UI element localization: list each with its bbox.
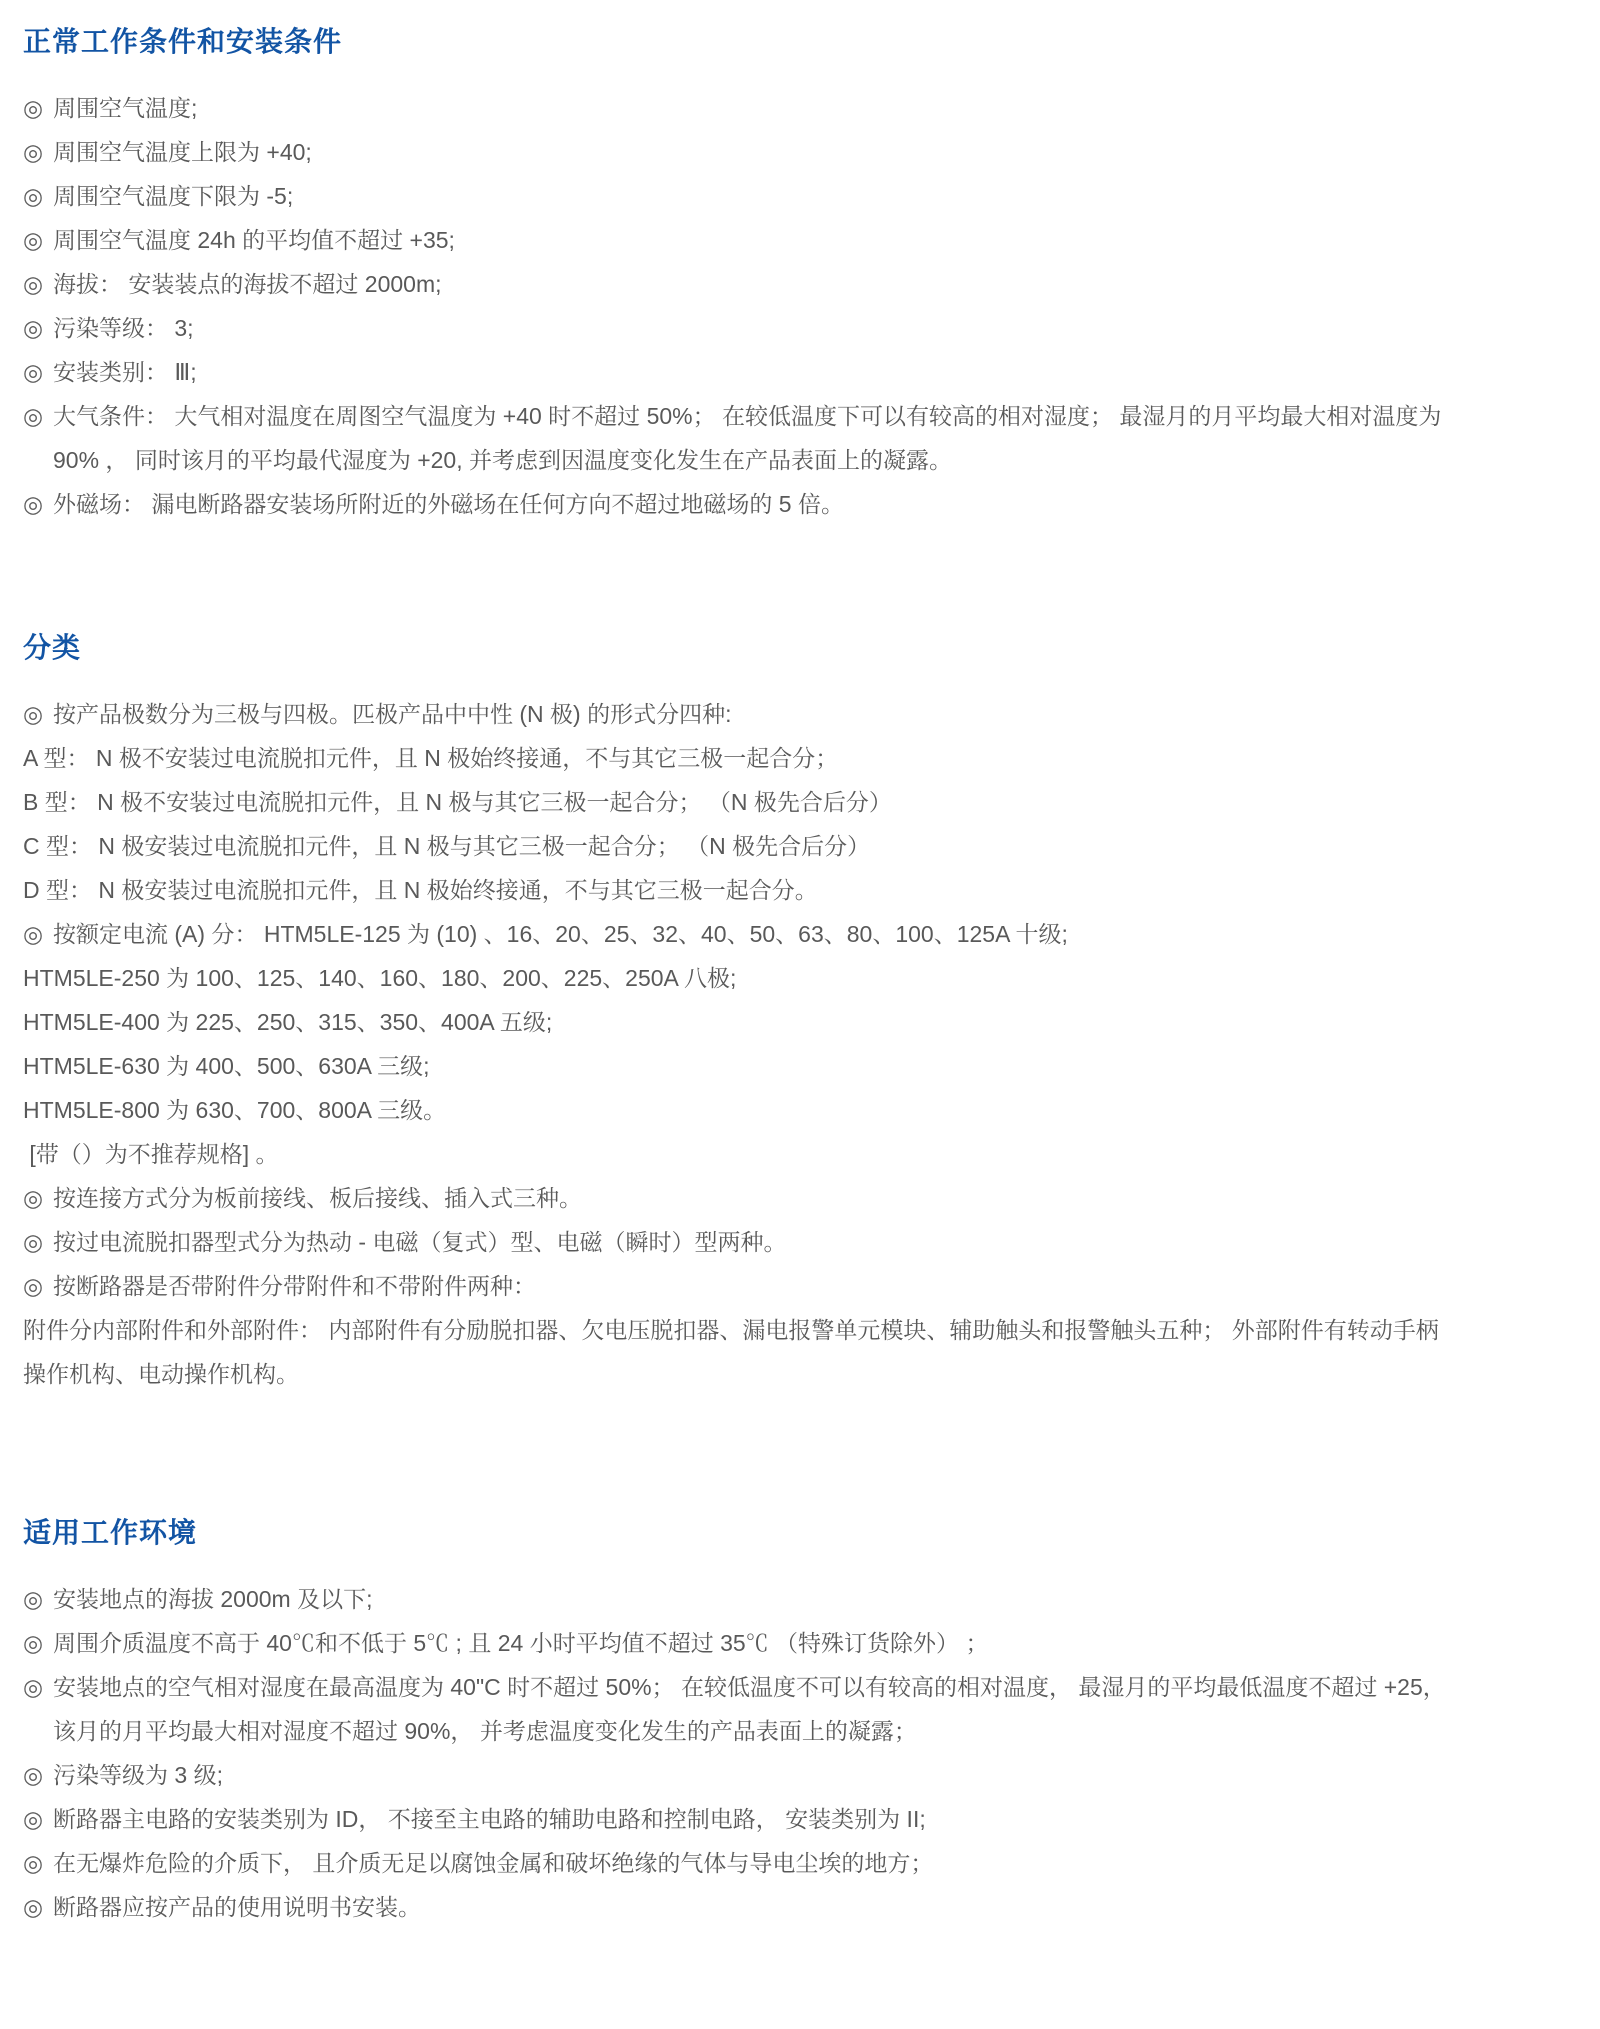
- bullseye-bullet-icon: ◎: [23, 1894, 44, 1920]
- line-text: HTM5LE-630 为 400、500、630A 三级;: [23, 1053, 430, 1079]
- text-line: [23, 1132, 1590, 1176]
- line-text: 断路器应按产品的使用说明书安装。: [53, 1894, 421, 1920]
- bullet-line: [23, 912, 1590, 956]
- bullseye-bullet-icon: ◎: [23, 1806, 44, 1832]
- line-text: HTM5LE-400 为 225、250、315、350、400A 五级;: [23, 1009, 553, 1035]
- bullet-line: [23, 1176, 1590, 1220]
- bullet-line: [23, 1577, 1590, 1621]
- line-text: B 型： N 极不安装过电流脱扣元件，且 N 极与其它三极一起合分； （N 极先合后分）: [23, 789, 892, 815]
- line-text: 周围介质温度不高于 40℃和不低于 5℃ ; 且 24 小时平均值不超过 35℃ （特殊订货除外） ；: [53, 1630, 989, 1656]
- line-text: 按过电流脱扣器型式分为热动 - 电磁（复式）型、电磁（瞬时）型两种。: [53, 1229, 787, 1255]
- line-text: 大气条件： 大气相对温度在周图空气温度为 +40 时不超过 50%； 在较低温度下可以有较高的相对湿度； 最湿月的月平均最大相对温度为: [53, 403, 1442, 429]
- text-line: [23, 1088, 1590, 1132]
- bullet-line: [23, 1665, 1590, 1709]
- bullseye-bullet-icon: ◎: [23, 227, 44, 253]
- bullseye-bullet-icon: ◎: [23, 271, 44, 297]
- section-title: 适用工作环境: [23, 1517, 198, 1548]
- section: [23, 630, 1590, 1396]
- bullseye-bullet-icon: ◎: [23, 1630, 44, 1656]
- bullseye-bullet-icon: ◎: [23, 183, 44, 209]
- text-line: [23, 736, 1590, 780]
- text-line: [23, 956, 1590, 1000]
- bullet-line: [23, 130, 1590, 174]
- line-text: 污染等级为 3 级;: [53, 1762, 223, 1788]
- bullseye-bullet-icon: ◎: [23, 359, 44, 385]
- bullet-line: [23, 262, 1590, 306]
- bullet-line: [23, 1753, 1590, 1797]
- text-line: [23, 1352, 1590, 1396]
- bullet-line: [23, 174, 1590, 218]
- line-text: [带（）为不推荐规格] 。: [23, 1141, 279, 1167]
- section-body: [23, 1577, 1590, 1929]
- line-text: 周围空气温度上限为 +40;: [53, 139, 312, 165]
- line-text: 按产品极数分为三极与四极。匹极产品中中性 (N 极) 的形式分四种:: [53, 701, 732, 727]
- section: [23, 24, 1590, 526]
- bullseye-bullet-icon: ◎: [23, 1850, 44, 1876]
- bullseye-bullet-icon: ◎: [23, 95, 44, 121]
- bullseye-bullet-icon: ◎: [23, 315, 44, 341]
- bullet-line: [23, 394, 1590, 438]
- bullet-line: [23, 86, 1590, 130]
- line-text: 安装地点的海拔 2000m 及以下;: [53, 1586, 373, 1612]
- bullseye-bullet-icon: ◎: [23, 701, 44, 727]
- bullet-line: [23, 306, 1590, 350]
- bullet-line: [23, 1841, 1590, 1885]
- text-line: [23, 1000, 1590, 1044]
- bullet-line: [23, 1885, 1590, 1929]
- bullseye-bullet-icon: ◎: [23, 1674, 44, 1700]
- bullet-line: [23, 482, 1590, 526]
- text-line: [23, 780, 1590, 824]
- line-text: 周围空气温度下限为 -5;: [53, 183, 294, 209]
- line-text: 断路器主电路的安装类别为 ID， 不接至主电路的辅助电路和控制电路， 安装类别为 II;: [53, 1806, 926, 1832]
- bullet-line: [23, 1264, 1590, 1308]
- line-text: 操作机构、电动操作机构。: [23, 1361, 299, 1387]
- line-text: HTM5LE-250 为 100、125、140、160、180、200、225、250A 八极;: [23, 965, 737, 991]
- bullseye-bullet-icon: ◎: [23, 139, 44, 165]
- bullet-line: [23, 218, 1590, 262]
- line-text: C 型： N 极安装过电流脱扣元件，且 N 极与其它三极一起合分； （N 极先合后分）: [23, 833, 871, 859]
- text-line: [23, 868, 1590, 912]
- bullet-line: [23, 1797, 1590, 1841]
- line-text: D 型： N 极安装过电流脱扣元件，且 N 极始终接通，不与其它三极一起合分。: [23, 877, 818, 903]
- line-text: 安装类别： Ⅲ;: [53, 359, 197, 385]
- line-text: 海拔： 安装装点的海拔不超过 2000m;: [53, 271, 442, 297]
- line-text: 按额定电流 (A) 分： HTM5LE-125 为 (10) 、16、20、25、32、40、50、63、80、100、125A 十级;: [53, 921, 1068, 947]
- line-text: HTM5LE-800 为 630、700、800A 三级。: [23, 1097, 447, 1123]
- bullet-line: [23, 692, 1590, 736]
- text-line: [23, 1044, 1590, 1088]
- bullseye-bullet-icon: ◎: [23, 491, 44, 517]
- text-line: [23, 824, 1590, 868]
- bullseye-bullet-icon: ◎: [23, 1185, 44, 1211]
- text-line: [23, 1709, 1590, 1753]
- section: [23, 1515, 1590, 1929]
- line-text: 周围空气温度;: [53, 95, 198, 121]
- line-text: 周围空气温度 24h 的平均值不超过 +35;: [53, 227, 455, 253]
- line-text: 安装地点的空气相对湿度在最高温度为 40"C 时不超过 50%； 在较低温度不可以有较高的相对温度， 最湿月的平均最低温度不超过 +25，: [53, 1674, 1446, 1700]
- line-text: 按连接方式分为板前接线、板后接线、插入式三种。: [53, 1185, 582, 1211]
- line-text: A 型： N 极不安装过电流脱扣元件，且 N 极始终接通，不与其它三极一起合分；: [23, 745, 839, 771]
- line-text: 污染等级： 3;: [53, 315, 194, 341]
- line-text: 按断路器是否带附件分带附件和不带附件两种：: [53, 1273, 536, 1299]
- bullseye-bullet-icon: ◎: [23, 1273, 44, 1299]
- line-text: 90% ， 同时该月的平均最代湿度为 +20, 并考虑到因温度变化发生在产品表面上的凝露。: [53, 447, 952, 473]
- bullseye-bullet-icon: ◎: [23, 1229, 44, 1255]
- line-text: 在无爆炸危险的介质下， 且介质无足以腐蚀金属和破坏绝缘的气体与导电尘埃的地方；: [53, 1850, 934, 1876]
- line-text: 外磁场： 漏电断路器安装场所附近的外磁场在任何方向不超过地磁场的 5 倍。: [53, 491, 844, 517]
- line-text: 该月的月平均最大相对湿度不超过 90%， 并考虑温度变化发生的产品表面上的凝露；: [53, 1718, 917, 1744]
- bullet-line: [23, 1621, 1590, 1665]
- bullseye-bullet-icon: ◎: [23, 403, 44, 429]
- text-line: [23, 1308, 1590, 1352]
- section-body: [23, 86, 1590, 526]
- section-title: 正常工作条件和安装条件: [23, 26, 343, 57]
- bullet-line: [23, 350, 1590, 394]
- bullseye-bullet-icon: ◎: [23, 921, 44, 947]
- line-text: 附件分内部附件和外部附件： 内部附件有分励脱扣器、欠电压脱扣器、漏电报警单元模块、辅助触头和报警触头五种； 外部附件有转动手柄: [23, 1317, 1439, 1343]
- section-body: [23, 692, 1590, 1396]
- text-line: [23, 438, 1590, 482]
- bullet-line: [23, 1220, 1590, 1264]
- bullseye-bullet-icon: ◎: [23, 1762, 44, 1788]
- section-title: 分类: [23, 632, 82, 663]
- bullseye-bullet-icon: ◎: [23, 1586, 44, 1612]
